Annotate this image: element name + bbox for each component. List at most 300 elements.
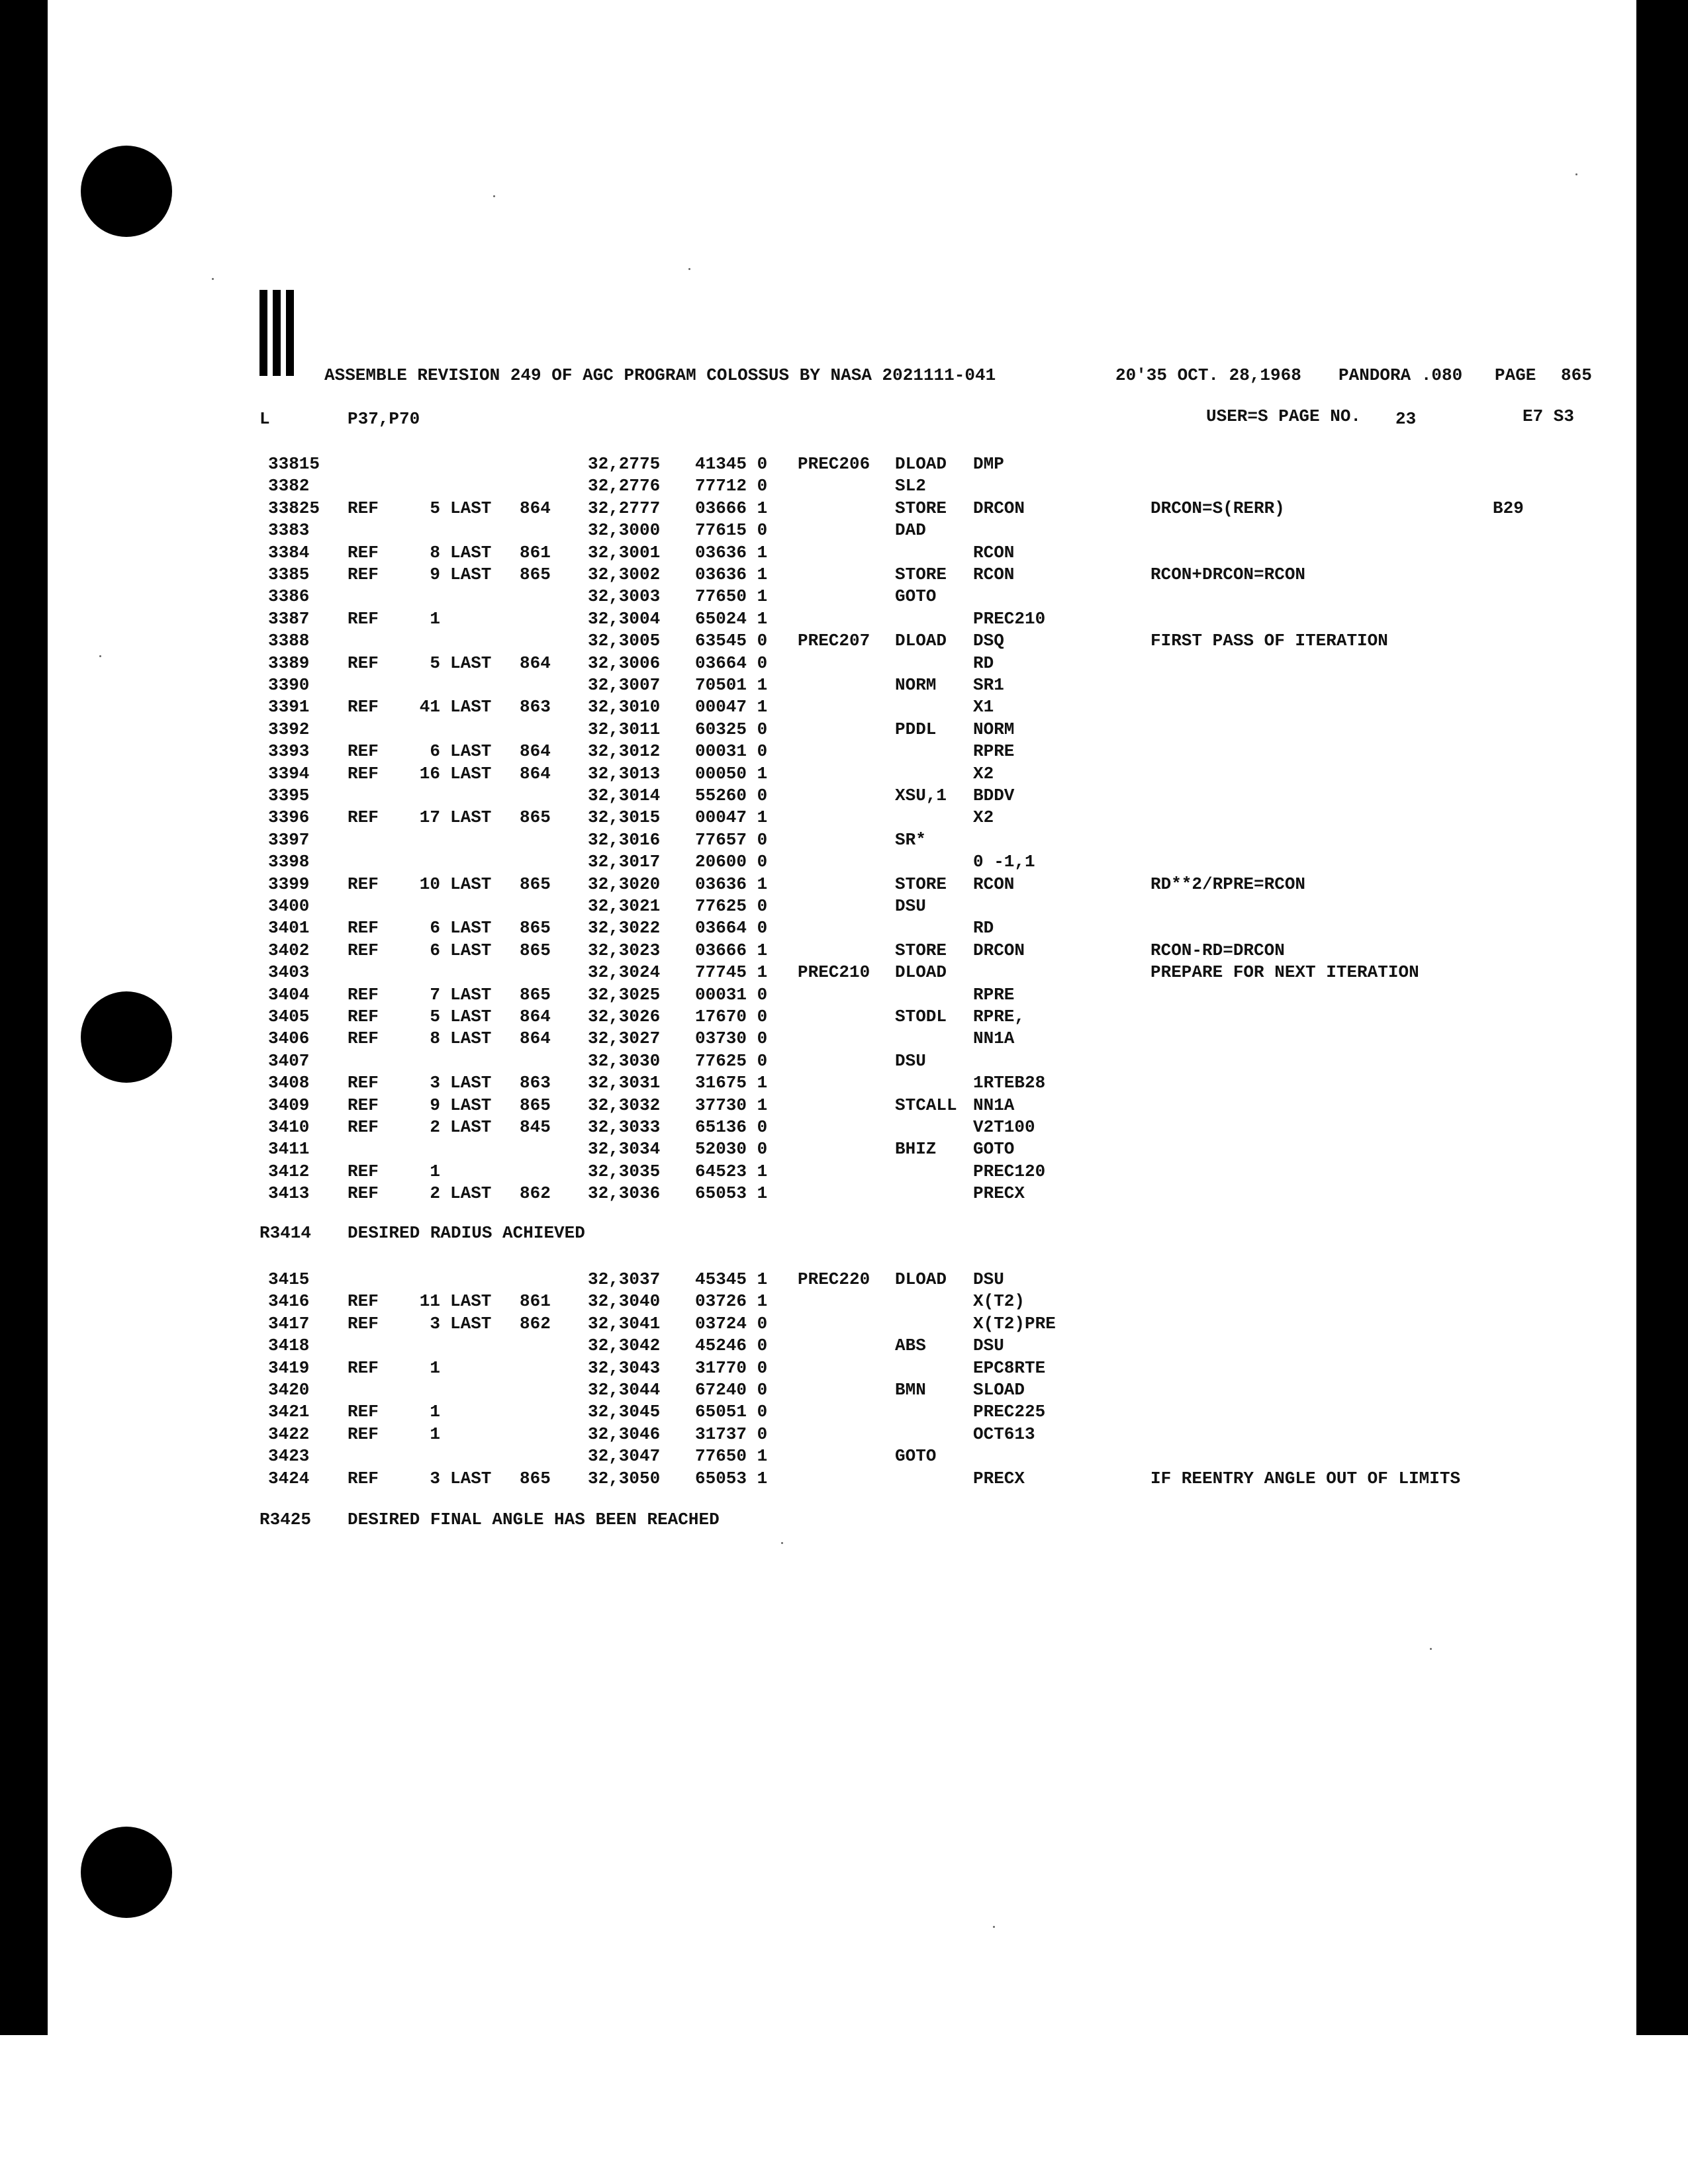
listing-row xyxy=(0,1424,1688,1445)
listing-comment: RD**2/RPRE=RCON xyxy=(1150,874,1306,894)
listing-row xyxy=(0,874,1688,895)
listing-page: 861 xyxy=(520,542,551,563)
listing-ref: REF xyxy=(348,807,379,828)
listing-line: 3383 xyxy=(268,520,310,541)
listing-operand: SLOAD xyxy=(973,1380,1025,1400)
listing-page: 865 xyxy=(520,1468,551,1488)
listing-word: 45246 0 xyxy=(695,1336,768,1356)
listing-ref: REF xyxy=(348,741,379,762)
listing-op: GOTO xyxy=(895,586,937,607)
listing-word: 45345 1 xyxy=(695,1269,768,1289)
listing-last: LAST xyxy=(450,697,492,717)
assembly-header: ASSEMBLE REVISION 249 OF AGC PROGRAM COLOSSUS BY NASA 2021111-041 xyxy=(324,365,996,385)
listing-row xyxy=(0,741,1688,762)
listing-operand: DSU xyxy=(973,1336,1004,1356)
listing-operand: X2 xyxy=(973,807,994,828)
header-timestamp: 20'35 OCT. 28,1968 xyxy=(1115,365,1301,385)
listing-word: 65024 1 xyxy=(695,608,768,629)
listing-op: BMN xyxy=(895,1380,926,1400)
listing-word: 77657 0 xyxy=(695,829,768,850)
listing-row xyxy=(0,1445,1688,1467)
listing-last: LAST xyxy=(450,542,492,563)
listing-operand: PRECX xyxy=(973,1183,1025,1204)
listing-addr: 32,3031 xyxy=(588,1073,661,1093)
listing-addr: 32,3036 xyxy=(588,1183,661,1204)
listing-operand: RCON xyxy=(973,565,1015,584)
listing-last: LAST xyxy=(450,940,492,960)
listing-cnt: 6 xyxy=(430,918,440,938)
listing-comment: RCON-RD=DRCON xyxy=(1150,940,1285,960)
listing-row xyxy=(0,1468,1688,1490)
listing-word: 03636 1 xyxy=(695,565,768,584)
listing-operand: GOTO xyxy=(973,1139,1015,1160)
listing-op: DSU xyxy=(895,896,926,916)
listing-word: 77745 1 xyxy=(695,962,768,983)
listing-addr: 32,3045 xyxy=(588,1402,661,1422)
listing-ref: REF xyxy=(348,1007,379,1026)
listing-word: 03636 1 xyxy=(695,874,768,894)
listing-operand: PRECX xyxy=(973,1468,1025,1488)
listing-row xyxy=(0,940,1688,962)
listing-page: 864 xyxy=(520,653,551,673)
listing-line: 3395 xyxy=(268,786,310,805)
listing-word: 00031 0 xyxy=(695,741,768,762)
listing-ref: REF xyxy=(348,1468,379,1488)
listing-operand: PREC210 xyxy=(973,608,1046,629)
listing-last: LAST xyxy=(450,918,492,938)
listing-page: 864 xyxy=(520,1007,551,1026)
listing-cnt: 1 xyxy=(430,1357,440,1378)
listing-operand: OCT613 xyxy=(973,1424,1035,1444)
listing-ref: REF xyxy=(348,1161,379,1181)
listing-line: 3404 xyxy=(268,984,310,1005)
listing-word: 03666 1 xyxy=(695,498,768,518)
listing-row xyxy=(0,1357,1688,1379)
listing-cnt: 8 xyxy=(430,542,440,563)
listing-row xyxy=(0,674,1688,696)
listing-row xyxy=(0,475,1688,497)
listing-row xyxy=(0,829,1688,851)
listing-row xyxy=(0,1379,1688,1401)
listing-op: BHIZ xyxy=(895,1139,937,1160)
listing-op: DLOAD xyxy=(895,1269,947,1289)
listing-cnt: 5 xyxy=(430,498,440,518)
listing-line: 3396 xyxy=(268,807,310,828)
listing-row xyxy=(0,785,1688,807)
listing-operand: RCON xyxy=(973,542,1015,563)
listing-word: 03636 1 xyxy=(695,542,768,563)
listing-label: PREC210 xyxy=(798,962,870,983)
listing-remark: B29 xyxy=(1493,498,1524,518)
listing-op: DSU xyxy=(895,1050,926,1071)
listing-operand: EPC8RTE xyxy=(973,1357,1046,1378)
listing-word: 00050 1 xyxy=(695,763,768,784)
listing-ref: REF xyxy=(348,542,379,563)
listing-last: LAST xyxy=(450,1007,492,1026)
listing-addr: 32,3000 xyxy=(588,520,661,541)
listing-word: 03664 0 xyxy=(695,918,768,938)
listing-name: P37,P70 xyxy=(348,409,420,429)
listing-operand: NN1A xyxy=(973,1095,1015,1115)
listing-addr: 32,2776 xyxy=(588,476,661,496)
listing-line: 3421 xyxy=(268,1402,310,1422)
listing-page: 865 xyxy=(520,940,551,960)
listing-cnt: 5 xyxy=(430,653,440,673)
listing-addr: 32,3027 xyxy=(588,1028,661,1049)
listing-cnt: 9 xyxy=(430,565,440,584)
listing-line: 3390 xyxy=(268,675,310,695)
listing-line: 3415 xyxy=(268,1269,310,1289)
listing-last: LAST xyxy=(450,1183,492,1204)
listing-line: 3423 xyxy=(268,1446,310,1467)
listing-ref: REF xyxy=(348,1424,379,1444)
listing-page: 865 xyxy=(520,918,551,938)
user-page-label: USER=S PAGE NO. xyxy=(1206,406,1362,426)
listing-row xyxy=(0,807,1688,829)
listing-addr: 32,3050 xyxy=(588,1468,661,1488)
listing-line: 3417 xyxy=(268,1313,310,1334)
listing-line: 3401 xyxy=(268,918,310,938)
section-1-id: R3414 xyxy=(259,1223,312,1243)
corner-code: E7 S3 xyxy=(1523,406,1575,426)
listing-op: DLOAD xyxy=(895,454,947,474)
listing-row xyxy=(0,1269,1688,1291)
listing-row xyxy=(0,1401,1688,1423)
listing-operand: X2 xyxy=(973,763,994,784)
listing-cnt: 1 xyxy=(430,1424,440,1444)
listing-operand: DRCON xyxy=(973,940,1025,960)
listing-row xyxy=(0,1291,1688,1312)
listing-operand: RPRE xyxy=(973,984,1015,1005)
listing-op: STORE xyxy=(895,498,947,518)
listing-line: 3418 xyxy=(268,1336,310,1356)
listing-line: 3391 xyxy=(268,697,310,717)
listing-word: 52030 0 xyxy=(695,1139,768,1160)
listing-cnt: 1 xyxy=(430,608,440,629)
listing-last: LAST xyxy=(450,874,492,894)
listing-line: 3394 xyxy=(268,763,310,784)
listing-word: 37730 1 xyxy=(695,1095,768,1115)
listing-ref: REF xyxy=(348,918,379,938)
listing-op: STCALL xyxy=(895,1095,957,1115)
listing-last: LAST xyxy=(450,1313,492,1334)
listing-line: 3409 xyxy=(268,1095,310,1115)
listing-last: LAST xyxy=(450,1291,492,1312)
listing-line: 3412 xyxy=(268,1161,310,1181)
listing-addr: 32,3016 xyxy=(588,829,661,850)
listing-ref: REF xyxy=(348,874,379,894)
listing-ref: REF xyxy=(348,653,379,673)
listing-page: 861 xyxy=(520,1291,551,1312)
header-page-label: PAGE xyxy=(1495,365,1536,385)
listing-line: 3410 xyxy=(268,1117,310,1137)
listing-cnt: 16 xyxy=(419,763,440,784)
listing-word: 41345 0 xyxy=(695,454,768,474)
listing-word: 77625 0 xyxy=(695,1050,768,1071)
listing-op: STODL xyxy=(895,1007,947,1026)
listing-row xyxy=(0,453,1688,475)
listing-addr: 32,3046 xyxy=(588,1424,661,1444)
listing-addr: 32,3001 xyxy=(588,542,661,563)
listing-word: 20600 0 xyxy=(695,852,768,872)
listing-word: 03724 0 xyxy=(695,1313,768,1334)
listing-row xyxy=(0,1006,1688,1028)
listing-line: 3387 xyxy=(268,608,310,629)
listing-addr: 32,3014 xyxy=(588,786,661,805)
listing-word: 67240 0 xyxy=(695,1380,768,1400)
listing-word: 77712 0 xyxy=(695,476,768,496)
listing-cnt: 17 xyxy=(419,807,440,828)
listing-op: STORE xyxy=(895,940,947,960)
listing-cnt: 6 xyxy=(430,741,440,762)
listing-last: LAST xyxy=(450,1073,492,1093)
listing-addr: 32,3010 xyxy=(588,697,661,717)
listing-page: 863 xyxy=(520,1073,551,1093)
listing-addr: 32,3011 xyxy=(588,719,661,739)
listing-cnt: 1 xyxy=(430,1402,440,1422)
listing-word: 03726 1 xyxy=(695,1291,768,1312)
listing-line: 3385 xyxy=(268,565,310,584)
listing-line: 3386 xyxy=(268,586,310,607)
listing-ref: REF xyxy=(348,1183,379,1204)
listing-addr: 32,3004 xyxy=(588,608,661,629)
listing-operand: SR1 xyxy=(973,675,1004,695)
listing-op: STORE xyxy=(895,874,947,894)
listing-ref: REF xyxy=(348,763,379,784)
listing-op: STORE xyxy=(895,565,947,584)
listing-page: 865 xyxy=(520,1095,551,1115)
listing-operand: DRCON xyxy=(973,498,1025,518)
listing-operand: RCON xyxy=(973,874,1015,894)
listing-line: 3398 xyxy=(268,852,310,872)
listing-line: 33815 xyxy=(268,454,320,474)
listing-row xyxy=(0,719,1688,741)
listing-op: NORM xyxy=(895,675,937,695)
listing-line: 3392 xyxy=(268,719,310,739)
header-page-number: 865 xyxy=(1561,365,1592,385)
listing-word: 64523 1 xyxy=(695,1161,768,1181)
listing-ref: REF xyxy=(348,1073,379,1093)
listing-operand: X(T2) xyxy=(973,1291,1025,1312)
listing-last: LAST xyxy=(450,498,492,518)
listing-ref: REF xyxy=(348,984,379,1005)
punch-hole-bottom xyxy=(81,1827,172,1918)
listing-label: PREC207 xyxy=(798,631,870,651)
listing-line: 3411 xyxy=(268,1139,310,1160)
section-2-title: DESIRED FINAL ANGLE HAS BEEN REACHED xyxy=(348,1510,720,1529)
punch-hole-top xyxy=(81,146,172,237)
listing-cnt: 7 xyxy=(430,984,440,1005)
listing-row xyxy=(0,1183,1688,1205)
listing-line: 3393 xyxy=(268,741,310,762)
listing-ref: REF xyxy=(348,1402,379,1422)
listing-page: 862 xyxy=(520,1313,551,1334)
listing-ref: REF xyxy=(348,1095,379,1115)
listing-line: 3382 xyxy=(268,476,310,496)
listing-line: 3408 xyxy=(268,1073,310,1093)
listing-operand: DSQ xyxy=(973,631,1004,651)
listing-line: 3399 xyxy=(268,874,310,894)
listing-addr: 32,2775 xyxy=(588,454,661,474)
listing-op: DLOAD xyxy=(895,631,947,651)
listing-cnt: 2 xyxy=(430,1183,440,1204)
listing-addr: 32,3042 xyxy=(588,1336,661,1356)
listing-line: 3397 xyxy=(268,829,310,850)
listing-word: 77650 1 xyxy=(695,586,768,607)
listing-row xyxy=(0,984,1688,1006)
listing-line: 3400 xyxy=(268,896,310,916)
listing-addr: 32,3007 xyxy=(588,675,661,695)
listing-word: 31770 0 xyxy=(695,1357,768,1378)
listing-line: 3407 xyxy=(268,1050,310,1071)
listing-word: 65136 0 xyxy=(695,1117,768,1137)
listing-addr: 32,3005 xyxy=(588,631,661,651)
listing-operand: RD xyxy=(973,653,994,673)
listing-op: DAD xyxy=(895,520,926,541)
listing-row xyxy=(0,520,1688,541)
listing-ref: REF xyxy=(348,1313,379,1334)
section-2-id: R3425 xyxy=(259,1510,312,1529)
listing-row xyxy=(0,586,1688,608)
listing-line: 3388 xyxy=(268,631,310,651)
listing-cnt: 3 xyxy=(430,1468,440,1488)
listing-cnt: 8 xyxy=(430,1028,440,1049)
listing-word: 31675 1 xyxy=(695,1073,768,1093)
listing-page: 863 xyxy=(520,697,551,717)
listing-op: SL2 xyxy=(895,476,926,496)
listing-cnt: 41 xyxy=(419,697,440,717)
listing-line: 3422 xyxy=(268,1424,310,1444)
listing-addr: 32,3040 xyxy=(588,1291,661,1312)
section-1-title: DESIRED RADIUS ACHIEVED xyxy=(348,1223,585,1243)
listing-addr: 32,3041 xyxy=(588,1313,661,1334)
listing-addr: 32,3023 xyxy=(588,940,661,960)
listing-addr: 32,3044 xyxy=(588,1380,661,1400)
listing-last: LAST xyxy=(450,1468,492,1488)
listing-operand: X1 xyxy=(973,697,994,717)
listing-operand: RPRE, xyxy=(973,1007,1025,1026)
listing-page: 864 xyxy=(520,763,551,784)
listing-row xyxy=(0,1116,1688,1138)
listing-row xyxy=(0,1050,1688,1072)
listing-addr: 32,3043 xyxy=(588,1357,661,1378)
listing-cnt: 10 xyxy=(419,874,440,894)
listing-last: LAST xyxy=(450,807,492,828)
listing-op: SR* xyxy=(895,829,926,850)
listing-comment: DRCON=S(RERR) xyxy=(1150,498,1285,518)
listing-ref: REF xyxy=(348,565,379,584)
listing-op: ABS xyxy=(895,1336,926,1356)
listing-word: 31737 0 xyxy=(695,1424,768,1444)
listing-operand: RPRE xyxy=(973,741,1015,762)
listing-last: LAST xyxy=(450,984,492,1005)
listing-word: 60325 0 xyxy=(695,719,768,739)
listing-row xyxy=(0,498,1688,520)
listing-row xyxy=(0,917,1688,939)
listing-word: 17670 0 xyxy=(695,1007,768,1026)
listing-addr: 32,3032 xyxy=(588,1095,661,1115)
listing-comment: PREPARE FOR NEXT ITERATION xyxy=(1150,962,1419,983)
listing-cnt: 3 xyxy=(430,1073,440,1093)
listing-operand: PREC225 xyxy=(973,1402,1046,1422)
listing-operand: 0 -1,1 xyxy=(973,852,1035,872)
listing-ref: REF xyxy=(348,608,379,629)
listing-addr: 32,3006 xyxy=(588,653,661,673)
listing-addr: 32,3033 xyxy=(588,1117,661,1137)
listing-cnt: 3 xyxy=(430,1313,440,1334)
listing-op: DLOAD xyxy=(895,962,947,983)
listing-addr: 32,3035 xyxy=(588,1161,661,1181)
listing-addr: 32,3024 xyxy=(588,962,661,983)
listing-last: LAST xyxy=(450,763,492,784)
listing-operand: RD xyxy=(973,918,994,938)
listing-operand: BDDV xyxy=(973,786,1015,805)
listing-word: 65051 0 xyxy=(695,1402,768,1422)
listing-word: 55260 0 xyxy=(695,786,768,805)
listing-word: 77625 0 xyxy=(695,896,768,916)
listing-row xyxy=(0,1161,1688,1183)
listing-addr: 32,3003 xyxy=(588,586,661,607)
listing-cnt: 11 xyxy=(419,1291,440,1312)
listing-word: 63545 0 xyxy=(695,631,768,651)
listing-ref: REF xyxy=(348,1028,379,1049)
listing-row xyxy=(0,564,1688,586)
listing-ref: REF xyxy=(348,1291,379,1312)
listing-label: PREC220 xyxy=(798,1269,870,1289)
listing-operand: DSU xyxy=(973,1269,1004,1289)
listing-last: LAST xyxy=(450,1095,492,1115)
listing-page: 864 xyxy=(520,1028,551,1049)
listing-word: 00031 0 xyxy=(695,984,768,1005)
listing-operand: PREC120 xyxy=(973,1161,1046,1181)
listing-comment: RCON+DRCON=RCON xyxy=(1150,565,1306,584)
listing-op: XSU,1 xyxy=(895,786,947,805)
listing-word: 77650 1 xyxy=(695,1446,768,1467)
listing-word: 70501 1 xyxy=(695,675,768,695)
listing-row xyxy=(0,608,1688,630)
listing-addr: 32,3012 xyxy=(588,741,661,762)
listing-last: LAST xyxy=(450,565,492,584)
listing-row xyxy=(0,1335,1688,1357)
listing-comment: FIRST PASS OF ITERATION xyxy=(1150,631,1388,651)
listing-row xyxy=(0,1138,1688,1160)
listing-last: LAST xyxy=(450,1117,492,1137)
listing-row xyxy=(0,895,1688,917)
listing-addr: 32,3002 xyxy=(588,565,661,584)
listing-addr: 32,3034 xyxy=(588,1139,661,1160)
listing-row xyxy=(0,1028,1688,1050)
listing-word: 03664 0 xyxy=(695,653,768,673)
listing-row xyxy=(0,763,1688,785)
listing-line: 3420 xyxy=(268,1380,310,1400)
listing-line: 3424 xyxy=(268,1468,310,1488)
listing-addr: 32,3021 xyxy=(588,896,661,916)
listing-page: 845 xyxy=(520,1117,551,1137)
listing-ref: REF xyxy=(348,697,379,717)
listing-page: 865 xyxy=(520,807,551,828)
listing-op: GOTO xyxy=(895,1446,937,1467)
listing-word: 65053 1 xyxy=(695,1468,768,1488)
listing-page: 862 xyxy=(520,1183,551,1204)
listing-last: LAST xyxy=(450,653,492,673)
listing-page: 865 xyxy=(520,984,551,1005)
listing-line: 3416 xyxy=(268,1291,310,1312)
listing-line: 3389 xyxy=(268,653,310,673)
listing-row xyxy=(0,1072,1688,1094)
listing-ref: REF xyxy=(348,498,379,518)
listing-cnt: 9 xyxy=(430,1095,440,1115)
listing-addr: 32,3026 xyxy=(588,1007,661,1026)
